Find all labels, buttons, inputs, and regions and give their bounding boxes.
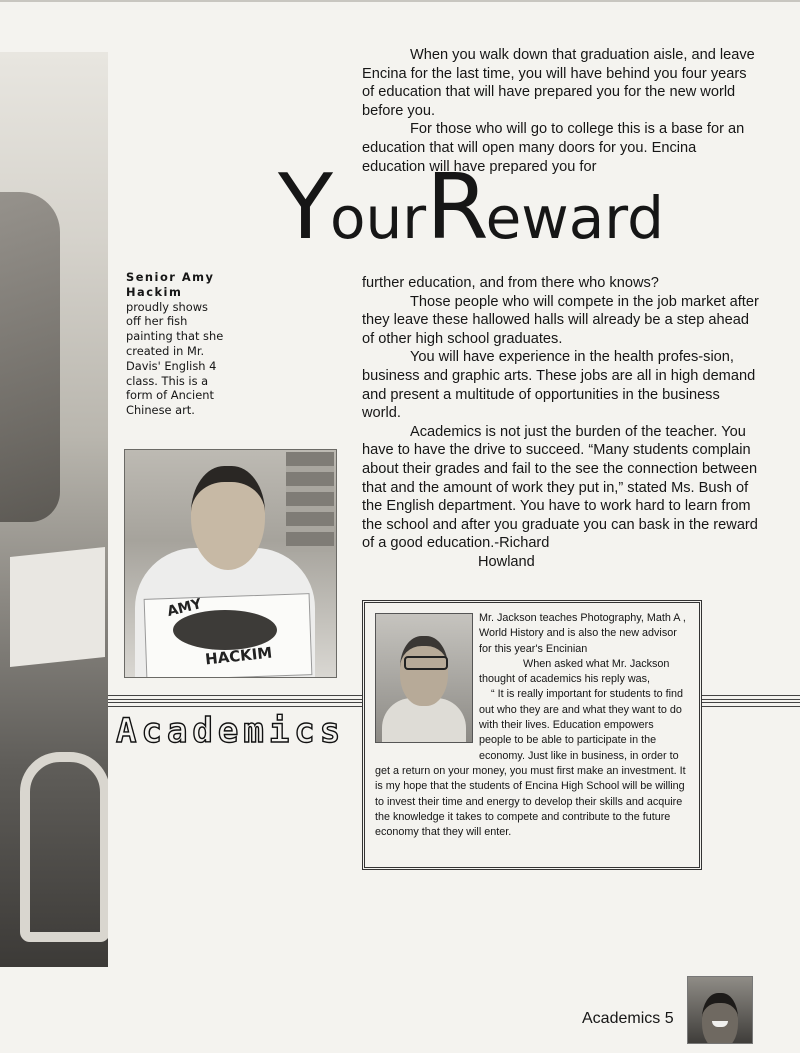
headline-y: Y — [278, 155, 330, 260]
intro-text — [362, 46, 762, 176]
photo-student-head — [191, 466, 265, 570]
student-photo — [124, 449, 337, 678]
footer-portrait-photo — [687, 976, 753, 1044]
headline-our: our — [329, 184, 427, 252]
teacher-quote-text — [375, 611, 687, 840]
body-paragraph-3: You will have experience in the health profes-sion, business and graphic arts. These jobs are all in high demand and present a multitude of opportunities in the business world. — [362, 349, 756, 422]
caption-lead: Senior Amy Hackim — [126, 270, 215, 299]
box-quote: “ It is really important for students to find out who they are and what they want to do with their lives. Education empowers people to be able to participate in the economy. Just like in business, in order to get a return on your money, you must first make an investment. It is my hope that the students of Encina High School will be willing to invest their time and energy to develop their skills and acquire the knowledge it takes to compete and contribute to the future economy that they will enter. — [375, 688, 686, 839]
body-paragraph-2: Those people who will compete in the job market after they leave these hallowed halls will already be a step ahead of other high school graduates. — [362, 293, 759, 347]
footer-portrait-face — [702, 993, 738, 1044]
page-footer-label: Academics 5 — [582, 1010, 674, 1027]
photo-arm-shape — [0, 192, 60, 522]
painting-label-amy: AMY — [165, 596, 204, 620]
headline-your-reward — [278, 155, 778, 263]
caption-text: proudly shows off her fish painting that she created in Mr. Davis' English 4 class. This is a form of Ancient Chinese art. — [126, 299, 224, 418]
body-text — [362, 274, 762, 572]
photo-shelf — [286, 452, 334, 552]
body-paragraph-4: Academics is not just the burden of the teacher. You have to have the drive to succeed. “Many students complain about their grades and fail to the see the connection between that and the amount of work they put in,” stated Ms. Bush of the English department. You have to work hard to learn from the school and after you graduate you can bask in the reward of a good education.-Richard — [362, 423, 758, 552]
top-edge-rule — [0, 0, 800, 2]
photo-caption — [126, 270, 224, 418]
box-paragraph-2: When asked what Mr. Jackson thought of academics his reply was, — [479, 657, 670, 686]
byline: Howland — [478, 553, 535, 570]
intro-paragraph-2: For those who will go to college this is a base for an education that will open many doors for you. Encina education will have prepared you for — [362, 121, 745, 175]
box-paragraph-1: Mr. Jackson teaches Photography, Math A , World History and is also the new advisor for this year's Encinian — [479, 612, 686, 655]
body-paragraph-1: further education, and from there who knows? — [362, 275, 659, 291]
headline-eward: eward — [485, 184, 664, 252]
painting-label-hackim: HACKIM — [204, 643, 274, 669]
photo-desk-shape — [10, 547, 105, 667]
section-title: Academics — [116, 711, 346, 751]
photo-chair-shape — [20, 752, 108, 942]
headline-r: R — [426, 155, 486, 260]
intro-paragraph-1: When you walk down that graduation aisle, and leave Encina for the last time, you will have behind you four years of education that will have prepared you for the new world before you. — [362, 47, 755, 119]
teacher-quote-box — [362, 600, 702, 870]
left-photo-strip — [0, 52, 108, 967]
